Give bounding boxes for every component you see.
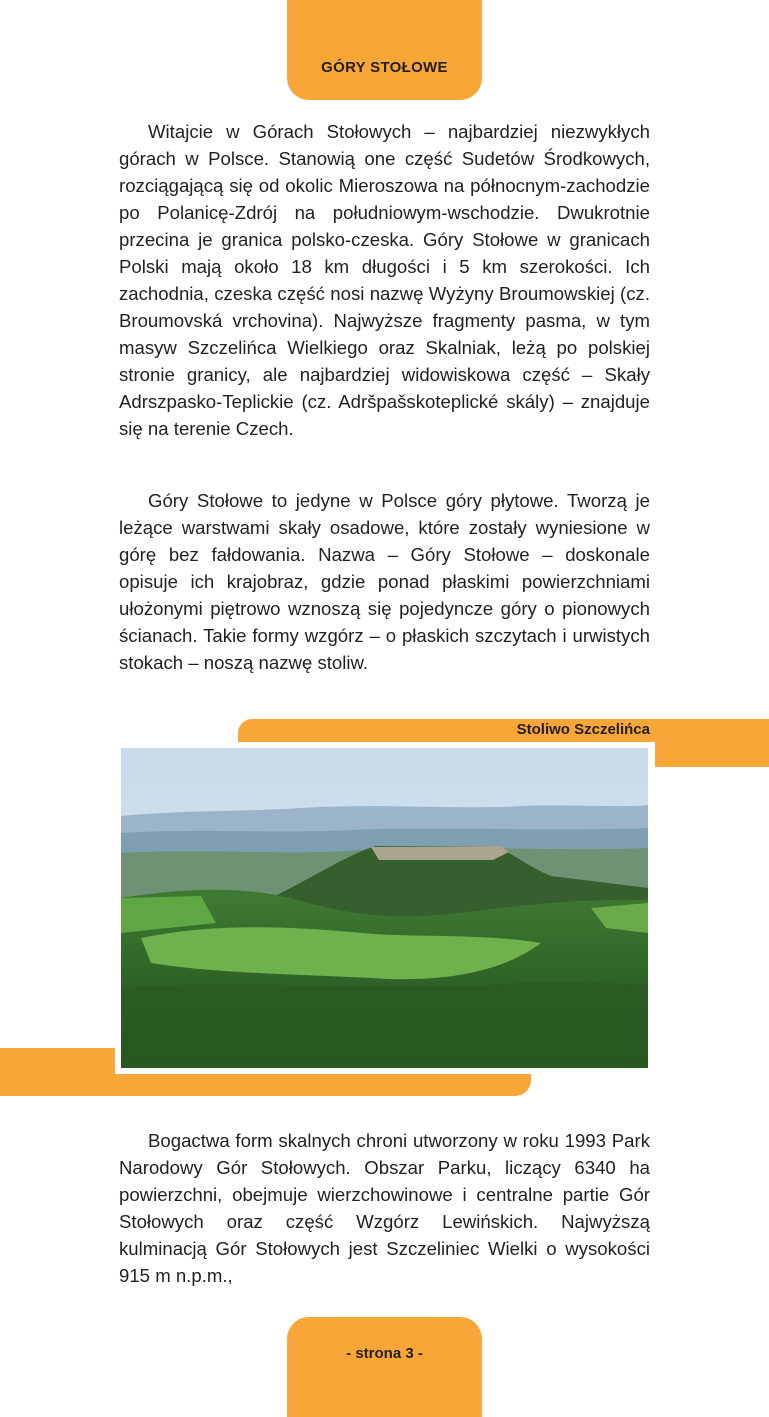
landscape-photo xyxy=(121,748,648,1068)
national-park-paragraph: Bogactwa form skalnych chroni utworzony w roku 1993 Park Narodowy Gór Stołowych. Obszar Parku, liczący 6340 ha powierzchni, obejmuje wierzchowinowe i centralne partie Gór Stołowych oraz część Wzgórz Lewińskich. Najwyższą kulminacją Gór Stołowych jest Szczeliniec Wielki o wysokości 915 m n.p.m., xyxy=(119,1130,650,1286)
footer-tab xyxy=(287,1317,482,1417)
page-number: - strona 3 - xyxy=(346,1345,423,1362)
intro-paragraph: Witajcie w Górach Stołowych – najbardziej niezwykłych górach w Polsce. Stanowią one część Sudetów Środkowych, rozciągającą się od okolic Mieroszowa na północnym-zachodzie po Polanicę-Zdrój na południowym-wschodzie. Dwukrotnie przecina je granica polsko-czeska. Góry Stołowe w granicach Polski mają około 18 km długości i 5 km szerokości. Ich zachodnia, czeska część nosi nazwę Wyżyny Broumowskiej (cz. Broumovská vrchovina). Najwyższe fragmenty pasma, w tym masyw Szczelińca Wielkiego oraz Skalniak, leżą po polskiej stronie granicy, ale najbardziej widowiskowa część – Skały Adrszpasko-Teplickie (cz. Adršpašskoteplické skály) – znajduje się na terenie Czech. xyxy=(119,121,650,439)
page-title: GÓRY STOŁOWE xyxy=(321,58,448,76)
figure-caption: Stoliwo Szczelińca xyxy=(516,721,650,738)
plateau-paragraph: Góry Stołowe to jedyne w Polsce góry płytowe. Tworzą je leżące warstwami skały osadowe, które zostały wyniesione w górę bez fałdowania. Nazwa – Góry Stołowe – doskonale opisuje ich krajobraz, gdzie ponad płaskimi powierzchniami ułożonymi piętrowo wznoszą się pojedyncze góry o pionowych ścianach. Takie formy wzgórz – o płaskich szczytach i urwistych stokach – noszą nazwę stoliw. xyxy=(119,490,650,673)
header-tab xyxy=(287,0,482,100)
